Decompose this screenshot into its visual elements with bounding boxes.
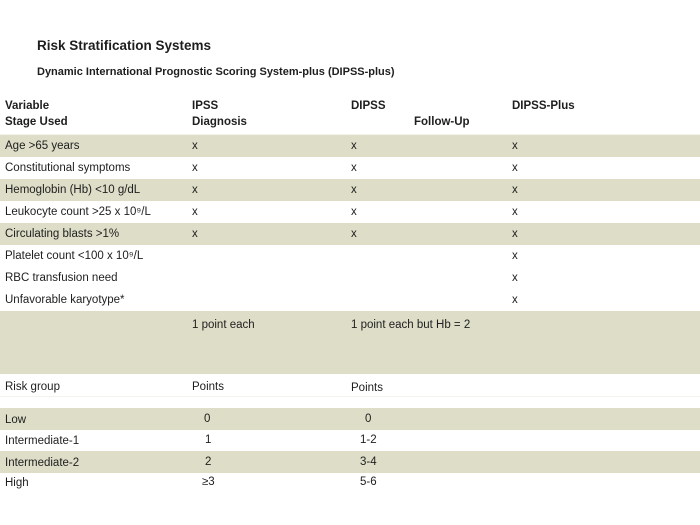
table-divider xyxy=(0,134,700,135)
dipss-plus-mark: x xyxy=(512,228,518,240)
variable-name: RBC transfusion need xyxy=(5,272,118,284)
header-dipss-stage: Follow-Up xyxy=(414,116,470,128)
ipss-mark: x xyxy=(192,184,198,196)
scoring-band xyxy=(0,311,700,374)
variable-name: Constitutional symptoms xyxy=(5,162,131,174)
ipss-mark: x xyxy=(192,206,198,218)
variable-name: Unfavorable karyotype* xyxy=(5,294,125,306)
risk-group-header: Risk group xyxy=(5,381,60,393)
variable-name: Leukocyte count >25 x 10⁹/L xyxy=(5,206,151,218)
header-stage-used: Stage Used xyxy=(5,116,68,128)
risk-group-name: Intermediate-2 xyxy=(5,457,80,469)
dipss-mark: x xyxy=(351,184,357,196)
dipss-plus-mark: x xyxy=(512,162,518,174)
row-band xyxy=(0,135,700,157)
header-dipss-plus: DIPSS-Plus xyxy=(512,100,575,112)
dipss-points: 5-6 xyxy=(360,476,377,488)
dipss-plus-mark: x xyxy=(512,294,518,306)
dipss-points: 1-2 xyxy=(360,434,377,446)
variable-name: Platelet count <100 x 10⁹/L xyxy=(5,250,144,262)
risk-group-name: Low xyxy=(5,414,27,426)
ipss-points: ≥3 xyxy=(202,476,215,488)
dipss-scoring: 1 point each but Hb = 2 xyxy=(351,319,471,331)
ipss-points: 0 xyxy=(204,413,211,425)
ipss-mark: x xyxy=(192,140,198,152)
risk-group-name: Intermediate-1 xyxy=(5,435,80,447)
header-dipss: DIPSS xyxy=(351,100,386,112)
variable-name: Circulating blasts >1% xyxy=(5,228,120,240)
dipss-points: 0 xyxy=(365,413,372,425)
header-ipss: IPSS xyxy=(192,100,219,112)
dipss-points: 3-4 xyxy=(360,456,377,468)
page-subtitle: Dynamic International Prognostic Scoring System-plus (DIPSS-plus) xyxy=(37,66,395,78)
ipss-scoring: 1 point each xyxy=(192,319,255,331)
dipss-mark: x xyxy=(351,140,357,152)
table-divider xyxy=(0,396,700,397)
dipss-plus-mark: x xyxy=(512,140,518,152)
dipss-points-header: Points xyxy=(351,382,383,394)
variable-name: Hemoglobin (Hb) <10 g/dL xyxy=(5,184,141,196)
dipss-plus-mark: x xyxy=(512,206,518,218)
dipss-mark: x xyxy=(351,228,357,240)
dipss-mark: x xyxy=(351,162,357,174)
dipss-plus-mark: x xyxy=(512,272,518,284)
ipss-points: 2 xyxy=(205,456,212,468)
row-band xyxy=(0,408,700,430)
ipss-points: 1 xyxy=(205,434,212,446)
header-ipss-stage: Diagnosis xyxy=(192,116,247,128)
row-band xyxy=(0,451,700,473)
dipss-plus-mark: x xyxy=(512,250,518,262)
header-variable: Variable xyxy=(5,100,50,112)
dipss-plus-mark: x xyxy=(512,184,518,196)
page-title: Risk Stratification Systems xyxy=(37,38,212,53)
ipss-points-header: Points xyxy=(192,381,224,393)
risk-group-name: High xyxy=(5,477,29,489)
ipss-mark: x xyxy=(192,162,198,174)
dipss-mark: x xyxy=(351,206,357,218)
variable-name: Age >65 years xyxy=(5,140,80,152)
ipss-mark: x xyxy=(192,228,198,240)
